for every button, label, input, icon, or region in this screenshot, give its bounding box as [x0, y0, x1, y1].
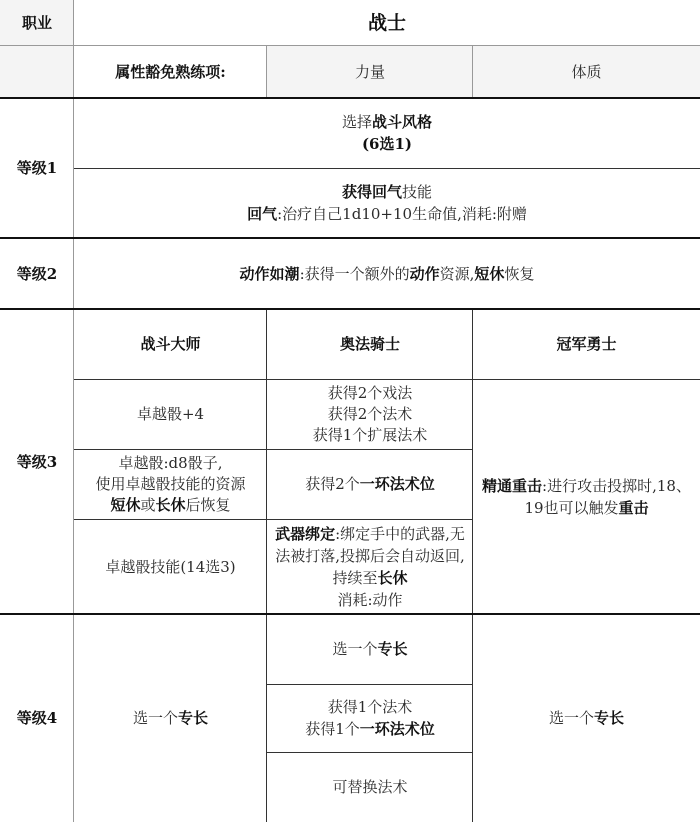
divider [74, 449, 473, 450]
level-2-label: 等级2 [16, 264, 58, 283]
fighting-style-title: 战斗风格 [372, 113, 433, 131]
bm-recover: 后恢复 [185, 495, 231, 514]
ek-level4-slot-prefix: 获得1个 [305, 720, 360, 738]
action-surge-resource: 动作 [409, 264, 440, 283]
bm-maneuvers-cell [74, 519, 267, 614]
subclass-eldritch-knight [267, 309, 473, 379]
ek-level4-spells-cell [267, 684, 473, 752]
ek-extended-spell: 获得1个扩展法术 [312, 425, 428, 444]
divider [266, 309, 267, 822]
divider [0, 45, 700, 46]
bm-maneuvers: 卓越骰技能(14选3) [105, 557, 236, 576]
class-name-cell [74, 0, 700, 45]
second-wind-suffix: 技能 [402, 183, 433, 201]
divider [266, 45, 267, 98]
level-1-label-cell [0, 98, 74, 238]
subclass-battle-master-label: 战斗大师 [140, 335, 201, 353]
bm-dice-detail-cell [74, 449, 267, 519]
bm-short-rest: 短休 [110, 495, 141, 514]
second-wind-desc: :治疗自己1d10+10生命值,消耗:附赠 [277, 205, 527, 223]
class-name: 战士 [367, 11, 406, 34]
divider [0, 237, 700, 239]
ek-feat-title: 专长 [377, 640, 408, 658]
ek-weapon-bond-cell [267, 519, 473, 614]
divider [0, 308, 700, 310]
champion-feat-prefix: 选一个 [548, 709, 594, 727]
ek-spells-cell [267, 379, 473, 449]
action-surge-title: 动作如潮 [239, 264, 300, 283]
proficiency-constitution: 体质 [571, 62, 602, 81]
ek-slots-title: 一环法术位 [359, 475, 435, 493]
level-4-label: 等级4 [16, 709, 58, 727]
champion-feat-title: 专长 [594, 709, 625, 727]
action-surge-text-3: 恢复 [504, 264, 535, 283]
bm-superiority-dice: 卓越骰+4 [136, 405, 205, 423]
ek-spells: 获得2个法术 [327, 404, 413, 423]
proficiency-label-cell [74, 45, 267, 98]
champion-crit-word: 重击 [618, 498, 649, 517]
level-2-label-cell [0, 238, 74, 309]
bm-feat-prefix: 选一个 [132, 709, 178, 727]
proficiency-label: 属性豁免熟练项: [115, 62, 226, 81]
divider [74, 519, 473, 520]
ek-level4-spell: 获得1个法术 [327, 698, 413, 716]
bm-superiority-dice-cell [74, 379, 267, 449]
action-surge-rest: 短休 [474, 264, 505, 283]
level-3-label-cell [0, 309, 74, 614]
champion-crit-desc: :进行攻击投掷时,18、19也可以触发 [524, 476, 691, 517]
level-3-label: 等级3 [16, 452, 58, 471]
fighting-style-cell [74, 98, 700, 168]
divider [267, 752, 473, 753]
ek-weapon-bond-desc: :绑定手中的武器,无法被打落,投掷后会自动返回,持续至 [275, 524, 465, 587]
subclass-battle-master [74, 309, 267, 379]
ek-weapon-bond-rest: 长休 [377, 568, 408, 587]
bm-feat-cell [74, 614, 267, 822]
fighting-style-count: (6选1) [361, 135, 413, 153]
ek-slots-prefix: 获得2个 [305, 475, 360, 493]
bm-feat-title: 专长 [178, 709, 209, 727]
proficiency-strength-cell [267, 45, 473, 98]
divider [74, 379, 700, 380]
ek-swap-spell-cell [267, 752, 473, 822]
ek-swap-spell: 可替换法术 [332, 778, 408, 796]
proficiency-strength: 力量 [354, 62, 385, 81]
divider [74, 168, 700, 169]
bm-long-rest: 长休 [155, 495, 186, 514]
ek-spell-slots-cell [267, 449, 473, 519]
ek-feat-cell [267, 614, 473, 684]
blank-cell [0, 45, 74, 98]
ek-feat-prefix: 选一个 [332, 640, 378, 658]
second-wind-title: 获得回气 [341, 183, 402, 201]
class-label: 职业 [21, 13, 52, 32]
champion-crit-title: 精通重击 [482, 476, 543, 495]
action-surge-text-2: 资源, [439, 264, 475, 283]
divider [267, 684, 473, 685]
ek-weapon-bond-cost: 消耗:动作 [337, 590, 403, 609]
level-4-label-cell [0, 614, 74, 822]
bm-dice-detail-2: 使用卓越骰技能的资源 [95, 474, 246, 493]
divider [472, 45, 473, 98]
divider [73, 0, 74, 822]
action-surge-text: :获得一个额外的 [299, 264, 410, 283]
ek-level4-slot-title: 一环法术位 [359, 720, 435, 738]
subclass-eldritch-knight-label: 奥法骑士 [339, 335, 400, 353]
action-surge-cell [74, 238, 700, 309]
level-1-label: 等级1 [16, 159, 58, 177]
bm-dice-detail-1: 卓越骰:d8骰子, [118, 453, 223, 472]
ek-weapon-bond-title: 武器绑定 [275, 524, 336, 543]
divider [472, 309, 473, 822]
divider [0, 97, 700, 99]
proficiency-constitution-cell [473, 45, 700, 98]
subclass-champion-label: 冠军勇士 [556, 335, 617, 353]
fighting-style-prefix: 选择 [341, 113, 372, 131]
divider [0, 613, 700, 615]
champion-feat-cell [473, 614, 700, 822]
champion-crit-cell [473, 379, 700, 614]
second-wind-cell [74, 168, 700, 238]
ek-cantrips: 获得2个戏法 [327, 383, 413, 402]
second-wind-name: 回气 [247, 205, 278, 223]
bm-or: 或 [140, 495, 156, 514]
subclass-champion [473, 309, 700, 379]
class-label-cell [0, 0, 74, 45]
